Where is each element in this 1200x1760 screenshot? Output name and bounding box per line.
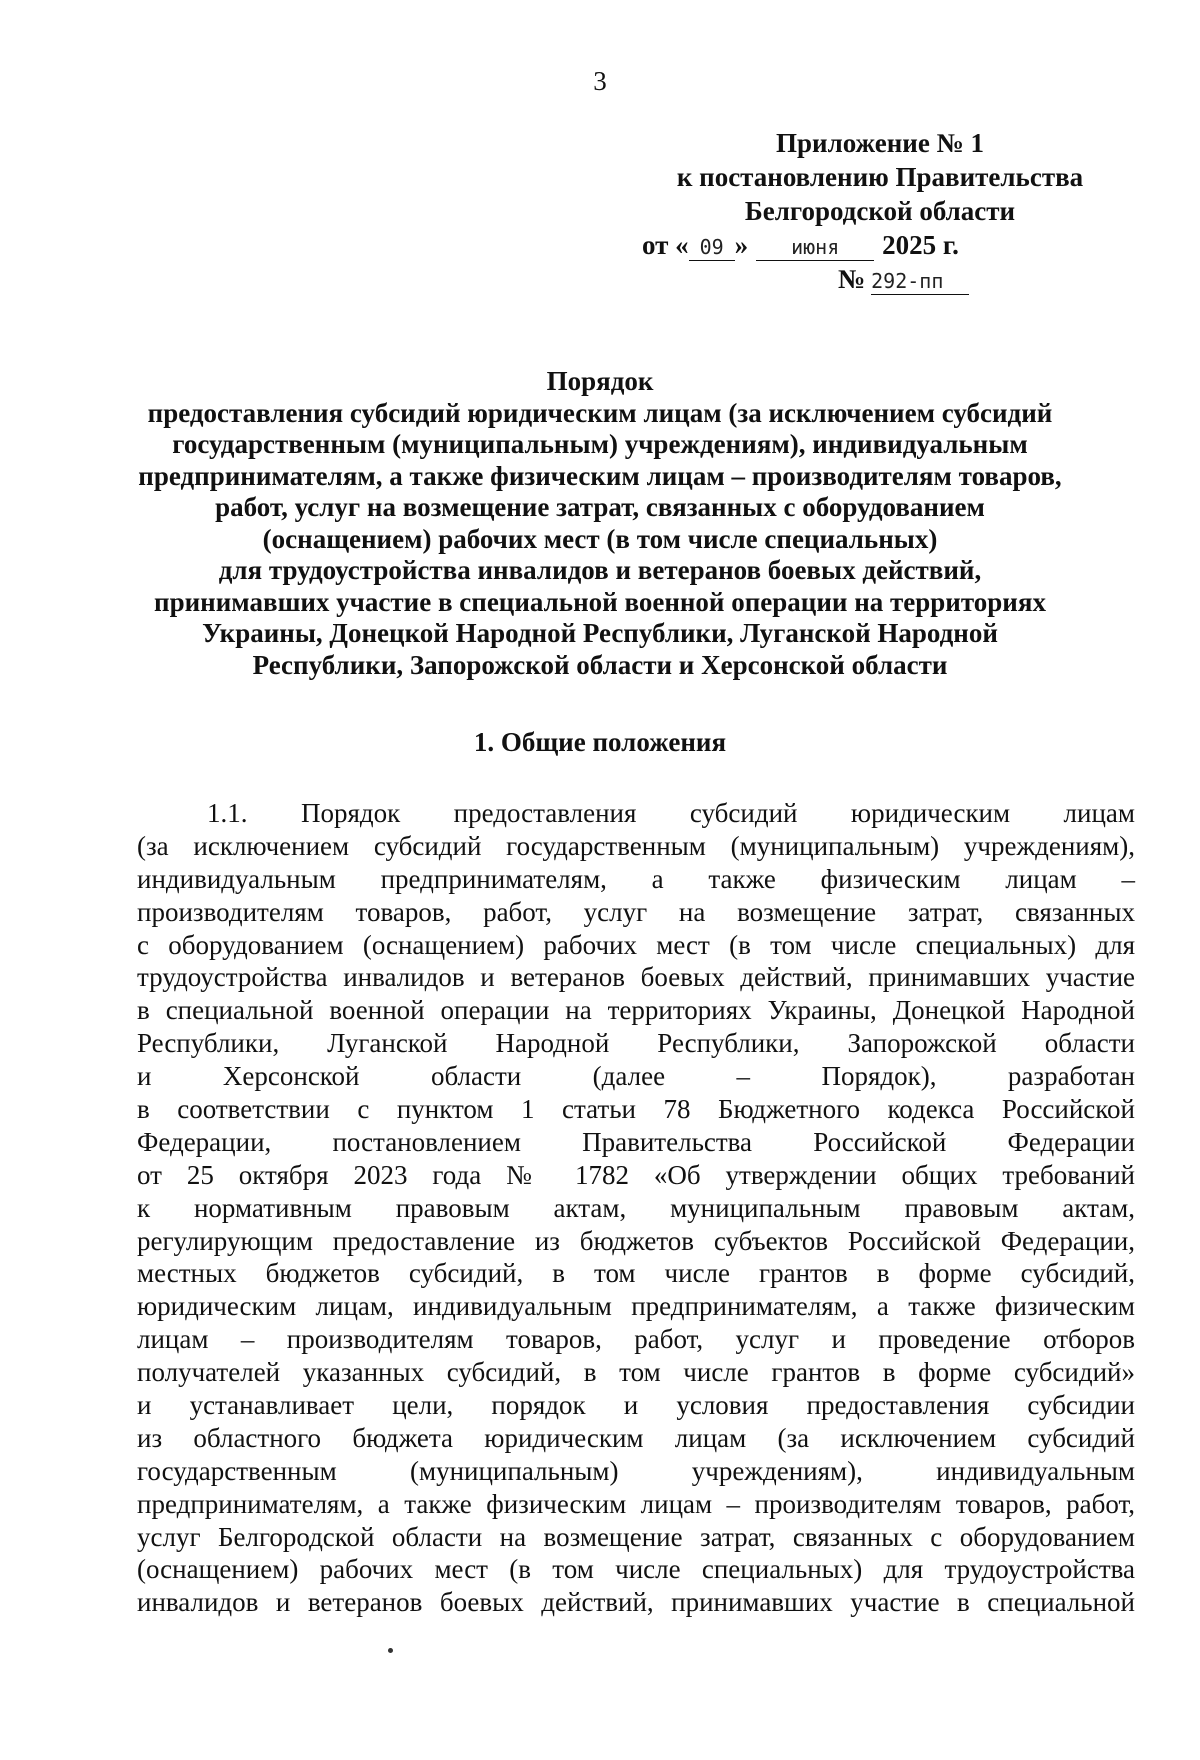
date-month-handwritten: июня <box>756 234 874 261</box>
title-heading: Порядок <box>546 366 654 396</box>
body-line: государственным (муниципальным) учреждениям), индивидуальным <box>137 1455 1135 1486</box>
body-line: от 25 октября 2023 года № 1782 «Об утверждении общих требований <box>137 1159 1135 1190</box>
body-line: к нормативным правовым актам, муниципальным правовым актам, <box>137 1192 1135 1223</box>
scan-speck <box>388 1648 393 1653</box>
title-line: Республики, Запорожской области и Херсонской области <box>252 649 948 680</box>
body-line: Республики, Луганской Народной Республики, Запорожской области <box>137 1028 1135 1059</box>
body-line: местных бюджетов субсидий, в том числе грантов в форме субсидий, <box>137 1258 1135 1289</box>
appendix-number-line <box>640 262 1120 296</box>
body-line: с оборудованием (оснащением) рабочих мест (в том числе специальных) для <box>137 929 1135 960</box>
body-line: из областного бюджета юридическим лицам (за исключением субсидий <box>137 1422 1135 1453</box>
body-line: инвалидов и ветеранов боевых действий, принимавших участие в специальной <box>137 1587 1135 1618</box>
page-number: 3 <box>593 66 607 96</box>
body-line: лицам – производителям товаров, работ, услуг и проведение отборов <box>137 1324 1135 1355</box>
body-line: (оснащением) рабочих мест (в том числе специальных) для трудоустройства <box>137 1554 1135 1585</box>
title-line: предпринимателям, а также физическим лицам – производителям товаров, <box>138 460 1062 491</box>
document-title <box>120 366 1080 681</box>
body-line: индивидуальным предпринимателям, а также физическим лицам – <box>137 863 1135 894</box>
body-line: 1.1. Порядок предоставления субсидий юридическим лицам <box>207 798 1135 828</box>
date-mid: » <box>734 230 749 260</box>
body-line: получателей указанных субсидий, в том числе грантов в форме субсидий» <box>137 1357 1135 1388</box>
date-day-handwritten: 09 <box>689 234 735 261</box>
title-line: (оснащением) рабочих мест (в том числе специальных) <box>262 523 938 554</box>
title-line: работ, услуг на возмещение затрат, связанных с оборудованием <box>215 492 985 522</box>
title-line: принимавших участие в специальной военной операции на территориях <box>154 586 1046 617</box>
body-paragraph <box>137 797 1135 1619</box>
body-line: трудоустройства инвалидов и ветеранов боевых действий, принимавших участие <box>137 962 1135 993</box>
body-line: и устанавливает цели, порядок и условия предоставления субсидии <box>137 1390 1135 1421</box>
body-line: в соответствии с пунктом 1 статьи 78 Бюджетного кодекса Российской <box>137 1094 1135 1125</box>
body-line: (за исключением субсидий государственным (муниципальным) учреждениям), <box>137 830 1135 861</box>
body-line: Федерации, постановлением Правительства Российской Федерации <box>137 1126 1135 1157</box>
title-line: Украины, Донецкой Народной Республики, Луганской Народной <box>202 618 998 648</box>
number-prefix: № <box>838 264 866 294</box>
title-line: государственным (муниципальным) учреждениям), индивидуальным <box>172 429 1028 459</box>
body-line: в специальной военной операции на территориях Украины, Донецкой Народной <box>137 995 1135 1026</box>
body-line: производителям товаров, работ, услуг на возмещение затрат, связанных <box>137 896 1135 927</box>
appendix-line-resolution: к постановлению Правительства <box>676 162 1084 192</box>
title-line: для трудоустройства инвалидов и ветеранов боевых действий, <box>218 555 982 585</box>
body-line: предпринимателям, а также физическим лицам – производителям товаров, работ, <box>137 1488 1135 1519</box>
number-handwritten: 292-пп <box>871 268 969 295</box>
appendix-title: Приложение № 1 <box>776 128 984 158</box>
appendix-date-line <box>640 228 1120 262</box>
body-line: услуг Белгородской области на возмещение затрат, связанных с оборудованием <box>137 1521 1135 1552</box>
date-prefix: от « <box>642 230 689 260</box>
appendix-header <box>640 126 1120 296</box>
body-line: и Херсонской области (далее – Порядок), разработан <box>137 1061 1135 1092</box>
date-year: 2025 г. <box>882 230 959 260</box>
body-line: юридическим лицам, индивидуальным предпринимателям, а также физическим <box>137 1291 1135 1322</box>
body-line: регулирующим предоставление из бюджетов субъектов Российской Федерации, <box>137 1225 1135 1256</box>
title-line: предоставления субсидий юридическим лицам (за исключением субсидий <box>147 397 1053 428</box>
section-heading: 1. Общие положения <box>473 727 727 757</box>
appendix-line-region: Белгородской области <box>744 196 1016 226</box>
